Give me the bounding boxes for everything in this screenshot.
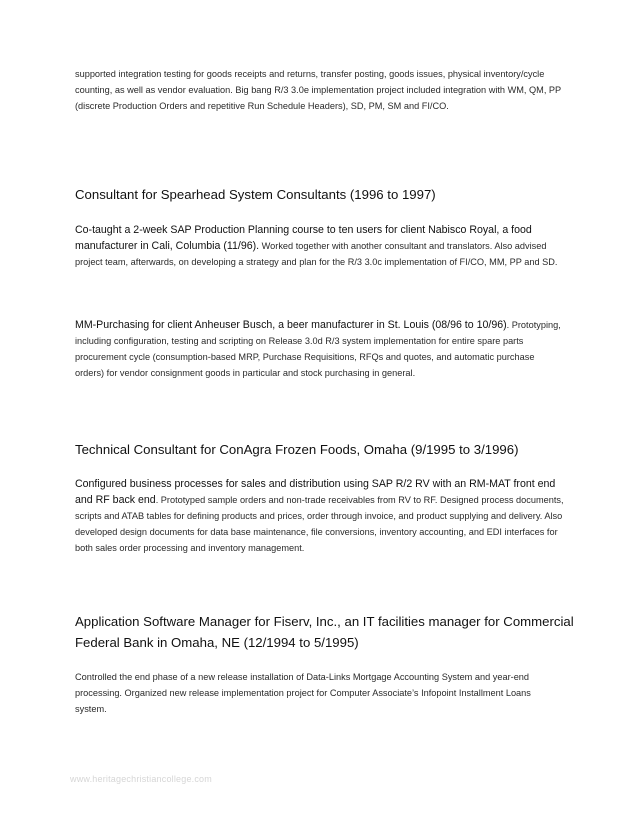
- section-heading-conagra: Technical Consultant for ConAgra Frozen Foods, Omaha (9/1995 to 3/1996): [75, 442, 519, 457]
- fiserv-paragraph: Controlled the end phase of a new release installation of Data-Links Mortgage Accounting System and year-end processing. Organized new release implementation project for Computer Associate’s Infopoint Installment Loans system.: [75, 672, 531, 714]
- nabisco-detail: Worked together with another consultant and translators. Also advised project team, afterwards, on developing a strategy and plan for the R/3 3.0c implementation of FI/CO, MM, PP and SD.: [75, 241, 558, 267]
- anheuser-detail: . Prototyping, including configuration, testing and scripting on Release 3.0d R/3 system implementation for entire spare parts procurement cycle (consumption-based MRP, Purchase Requisitions, RFQs and quotes, and automatic purchase orders) for vendor consignment goods in particular and stock purchasing in general.: [75, 320, 561, 378]
- section-heading-spearhead: Consultant for Spearhead System Consultants (1996 to 1997): [75, 187, 436, 202]
- nabisco-lead: Co-taught a 2-week SAP Production Planning course to ten users for client Nabisco Royal, a food manufacturer in Cali, Columbia (11/96).: [75, 224, 532, 252]
- intro-paragraph: supported integration testing for goods receipts and returns, transfer posting, goods issues, physical inventory/cycle counting, as well as vendor evaluation. Big bang R/3 3.0e implementation project included integration with WM, QM, PP (discrete Production Orders and repetitive Run Schedule Headers), SD, PM, SM and FI/CO.: [75, 69, 562, 111]
- spearhead-item-nabisco: [75, 222, 565, 270]
- conagra-item: [75, 476, 565, 556]
- conagra-lead: Configured business processes for sales and distribution using SAP R/2 RV with an RM-MAT front end and RF back end: [75, 478, 556, 506]
- anheuser-lead: MM-Purchasing for client Anheuser Busch, a beer manufacturer in St. Louis (08/96 to 10/96): [75, 319, 507, 331]
- section-heading-fiserv: Application Software Manager for Fiserv, Inc., an IT facilities manager for Commercial Federal Bank in Omaha, NE (12/1994 to 5/1995): [75, 614, 574, 650]
- conagra-detail: . Prototyped sample orders and non-trade receivables from RV to RF. Designed process documents, scripts and ATAB tables for defining products and prices, order through invoice, and product supplying and delivery. Also developed design documents for data base maintenance, file conversions, inventory accounting, and EDI interfaces for both sales order processing and inventory management.: [75, 495, 564, 553]
- spearhead-item-anheuser: [75, 317, 565, 381]
- watermark-text: www.heritagechristiancollege.com: [70, 774, 212, 784]
